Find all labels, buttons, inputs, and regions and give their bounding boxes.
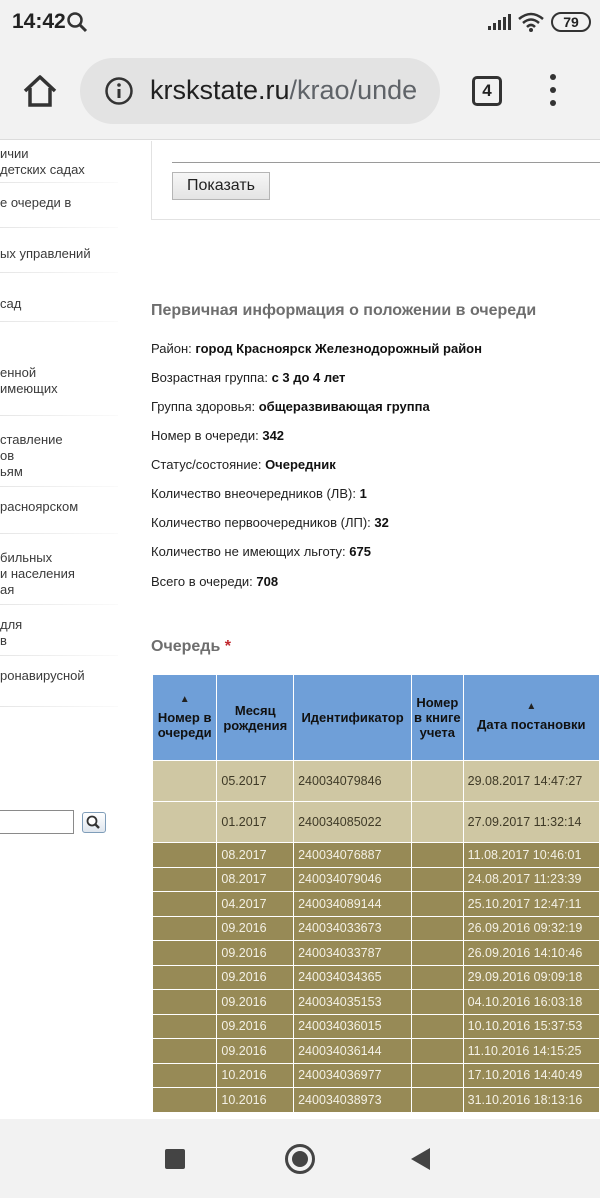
sidebar-item[interactable]: ставление ов ьям (0, 432, 63, 479)
info-row-district: Район: город Красноярск Железнодорожный район (151, 341, 482, 356)
status-time: 14:42 (12, 10, 66, 33)
table-cell-num (153, 1063, 217, 1088)
table-row (153, 1063, 600, 1088)
column-header-book-number[interactable]: Номер в книге учета (412, 675, 464, 761)
filter-form (151, 141, 600, 220)
table-cell-month: 09.2016 (217, 1039, 294, 1064)
sidebar-item[interactable]: бильных и населения ая (0, 550, 75, 597)
table-cell-id: 240034035153 (294, 990, 412, 1015)
info-icon[interactable] (104, 76, 134, 106)
table-cell-id: 240034036977 (294, 1063, 412, 1088)
info-row-no-benefit-count: Количество не имеющих льготу: 675 (151, 544, 371, 559)
table-row (153, 867, 600, 892)
home-circle-icon[interactable] (285, 1144, 315, 1174)
table-cell-month: 01.2017 (217, 802, 294, 843)
sidebar-divider (0, 486, 118, 487)
show-button[interactable]: Показать (172, 172, 270, 200)
info-row-lv-count: Количество внеочередников (ЛВ): 1 (151, 486, 367, 501)
sidebar-item[interactable]: ичии детских садах (0, 146, 85, 177)
table-cell-num (153, 892, 217, 917)
table-row (153, 1014, 600, 1039)
table-row (153, 1088, 600, 1113)
table-cell-book (412, 1063, 464, 1088)
table-cell-id: 240034079846 (294, 761, 412, 802)
table-cell-book (412, 941, 464, 966)
url-domain: krskstate.ru (150, 75, 290, 105)
queue-title: Очередь * (151, 638, 231, 655)
table-cell-num (153, 941, 217, 966)
info-row-lp-count: Количество первоочередников (ЛП): 32 (151, 515, 389, 530)
table-cell-date: 29.08.2017 14:47:27 (463, 761, 599, 802)
table-cell-id: 240034036015 (294, 1014, 412, 1039)
table-cell-id: 240034076887 (294, 843, 412, 868)
web-page (0, 141, 600, 1119)
table-cell-date: 24.08.2017 11:23:39 (463, 867, 599, 892)
sidebar-divider (0, 182, 118, 183)
sidebar-item[interactable]: для в (0, 617, 23, 648)
table-cell-book (412, 892, 464, 917)
table-cell-date: 26.09.2016 14:10:46 (463, 941, 599, 966)
table-cell-num (153, 867, 217, 892)
table-cell-book (412, 867, 464, 892)
table-cell-book (412, 1088, 464, 1113)
table-cell-date: 27.09.2017 11:32:14 (463, 802, 599, 843)
table-row (153, 916, 600, 941)
table-cell-date: 11.08.2017 10:46:01 (463, 843, 599, 868)
table-cell-month: 09.2016 (217, 990, 294, 1015)
table-row (153, 802, 600, 843)
sidebar-divider (0, 706, 118, 707)
table-cell-id: 240034085022 (294, 802, 412, 843)
url-text[interactable] (150, 75, 417, 106)
table-cell-id: 240034038973 (294, 1088, 412, 1113)
table-cell-num (153, 802, 217, 843)
table-cell-month: 09.2016 (217, 965, 294, 990)
table-cell-month: 08.2017 (217, 843, 294, 868)
sidebar-divider (0, 227, 118, 228)
system-nav-bar (0, 1119, 600, 1198)
recents-icon[interactable] (165, 1149, 185, 1169)
table-cell-num (153, 1088, 217, 1113)
table-cell-month: 10.2016 (217, 1088, 294, 1113)
table-row (153, 843, 600, 868)
table-cell-date: 31.10.2016 18:13:16 (463, 1088, 599, 1113)
table-cell-id: 240034089144 (294, 892, 412, 917)
required-mark: * (224, 638, 231, 655)
sidebar-divider (0, 533, 118, 534)
table-cell-month: 10.2016 (217, 1063, 294, 1088)
table-cell-num (153, 965, 217, 990)
table-cell-date: 11.10.2016 14:15:25 (463, 1039, 599, 1064)
column-header-number[interactable]: ▲ Номер в очереди (153, 675, 217, 761)
info-row-status: Статус/состояние: Очередник (151, 457, 336, 472)
table-cell-book (412, 965, 464, 990)
table-cell-id: 240034079046 (294, 867, 412, 892)
table-cell-num (153, 843, 217, 868)
sidebar-search-button[interactable] (82, 812, 106, 833)
browser-toolbar (0, 44, 600, 140)
form-divider (172, 162, 600, 163)
sidebar-item[interactable]: сад (0, 296, 22, 311)
column-header-date[interactable]: ▲ Дата постановки (463, 675, 599, 761)
table-cell-book (412, 1039, 464, 1064)
sort-arrow-icon[interactable]: ▲ (179, 693, 190, 705)
table-cell-month: 05.2017 (217, 761, 294, 802)
url-path: /krao/unde (289, 75, 418, 105)
home-icon[interactable] (22, 74, 58, 108)
table-cell-id: 240034036144 (294, 1039, 412, 1064)
table-cell-date: 04.10.2016 16:03:18 (463, 990, 599, 1015)
table-cell-num (153, 916, 217, 941)
table-cell-month: 04.2017 (217, 892, 294, 917)
sidebar-divider (0, 415, 118, 416)
table-row (153, 761, 600, 802)
info-row-total: Всего в очереди: 708 (151, 574, 279, 589)
queue-table (152, 674, 600, 1113)
table-row (153, 990, 600, 1015)
table-cell-num (153, 1039, 217, 1064)
column-header-birth-month[interactable]: Месяц рождения (217, 675, 294, 761)
table-cell-book (412, 843, 464, 868)
table-cell-num (153, 990, 217, 1015)
table-cell-month: 09.2016 (217, 941, 294, 966)
sidebar-item[interactable]: ых управлений (0, 246, 91, 261)
table-cell-book (412, 916, 464, 941)
table-cell-id: 240034034365 (294, 965, 412, 990)
info-row-health-group: Группа здоровья: общеразвивающая группа (151, 399, 430, 414)
info-row-queue-number: Номер в очереди: 342 (151, 428, 285, 443)
sidebar-item[interactable]: ронавирусной (0, 668, 85, 683)
table-row (153, 965, 600, 990)
table-cell-date: 25.10.2017 12:47:11 (463, 892, 599, 917)
tab-switcher-button[interactable]: 4 (472, 76, 502, 106)
sidebar-divider (0, 604, 118, 605)
info-title: Первичная информация о положении в очереди (151, 302, 537, 319)
sidebar-item[interactable]: енной имеющих (0, 365, 58, 396)
menu-kebab-icon[interactable] (548, 74, 558, 110)
address-bar[interactable] (80, 58, 440, 124)
table-cell-date: 17.10.2016 14:40:49 (463, 1063, 599, 1088)
sidebar-item[interactable]: е очереди в (0, 195, 72, 210)
battery-indicator: 79 (551, 12, 591, 32)
table-cell-book (412, 761, 464, 802)
table-cell-book (412, 990, 464, 1015)
table-cell-date: 10.10.2016 15:37:53 (463, 1014, 599, 1039)
table-cell-num (153, 761, 217, 802)
magnifier-icon (83, 813, 105, 832)
table-cell-id: 240034033787 (294, 941, 412, 966)
sort-arrow-icon[interactable]: ▲ (526, 701, 537, 712)
info-row-age-group: Возрастная группа: с 3 до 4 лет (151, 370, 346, 385)
table-cell-month: 09.2016 (217, 916, 294, 941)
sidebar-search-input[interactable] (0, 810, 74, 834)
table-cell-month: 09.2016 (217, 1014, 294, 1039)
table-cell-date: 26.09.2016 09:32:19 (463, 916, 599, 941)
wifi-icon (518, 12, 544, 32)
table-cell-book (412, 1014, 464, 1039)
sidebar-divider (0, 272, 118, 273)
table-cell-book (412, 802, 464, 843)
sidebar-item[interactable]: расноярском (0, 499, 79, 514)
table-row (153, 1039, 600, 1064)
table-row (153, 941, 600, 966)
table-cell-id: 240034033673 (294, 916, 412, 941)
sidebar-divider (0, 321, 118, 322)
status-bar (0, 0, 600, 44)
sidebar-divider (0, 655, 118, 656)
signal-icon (488, 14, 512, 30)
table-row (153, 892, 600, 917)
table-cell-date: 29.09.2016 09:09:18 (463, 965, 599, 990)
search-icon (66, 11, 88, 33)
table-cell-month: 08.2017 (217, 867, 294, 892)
back-icon[interactable] (411, 1148, 430, 1170)
column-header-identifier[interactable]: Идентификатор (294, 675, 412, 761)
table-cell-num (153, 1014, 217, 1039)
